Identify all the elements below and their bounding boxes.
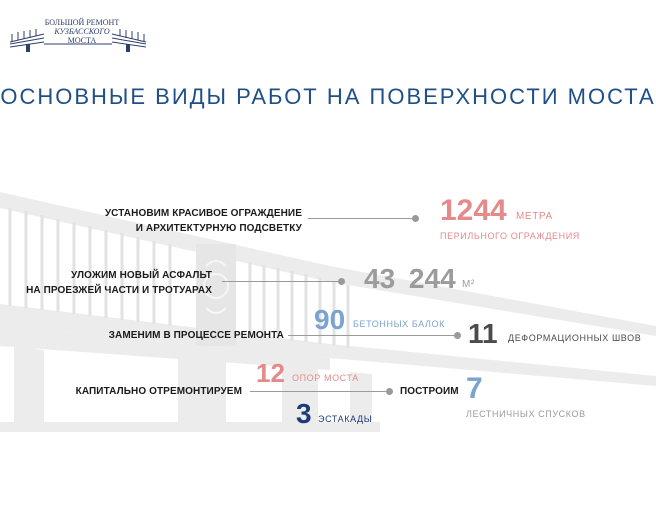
asphalt-value: 43 244 <box>364 263 456 294</box>
replace-label: ЗАМЕНИМ В ПРОЦЕССЕ РЕМОНТА <box>108 330 284 341</box>
bridge-logo <box>8 14 148 54</box>
connector-dot-repair <box>386 388 393 395</box>
piers-caption: ОПОР МОСТА <box>292 373 359 383</box>
connector-line-replace <box>288 335 458 336</box>
logo-line-2: КУЗБАССКОГО <box>54 27 110 36</box>
stairs-caption: ЛЕСТНИЧНЫХ СПУСКОВ <box>466 409 586 419</box>
connector-line-asphalt <box>222 281 342 282</box>
build-label: ПОСТРОИМ <box>400 386 459 397</box>
fence-unit: МЕТРА <box>516 211 553 222</box>
connector-line-repair <box>250 391 390 392</box>
beams-caption: БЕТОННЫХ БАЛОК <box>353 319 445 329</box>
overpass-caption: ЭСТАКАДЫ <box>318 414 373 424</box>
asphalt-unit: М² <box>462 279 475 290</box>
fence-label <box>105 206 302 236</box>
connector-dot-asphalt <box>338 278 345 285</box>
asphalt-label-line-1: УЛОЖИМ НОВЫЙ АСФАЛЬТ <box>71 270 212 281</box>
asphalt-label-line-2: НА ПРОЕЗЖЕЙ ЧАСТИ И ТРОТУАРАХ <box>26 285 212 296</box>
repair-label: КАПИТАЛЬНО ОТРЕМОНТИРУЕМ <box>75 386 242 397</box>
connector-dot-fence <box>412 215 419 222</box>
fence-caption: ПЕРИЛЬНОГО ОГРАЖДЕНИЯ <box>440 231 580 241</box>
stairs-value: 7 <box>466 372 483 405</box>
logo-text <box>44 18 120 45</box>
overpass-value: 3 <box>296 398 312 429</box>
logo-line-1: БОЛЬШОЙ РЕМОНТ <box>44 18 120 27</box>
asphalt-label <box>26 268 212 298</box>
fence-value: 1244 <box>440 194 507 227</box>
fence-label-line-1: УСТАНОВИМ КРАСИВОЕ ОГРАЖДЕНИЕ <box>104 208 302 219</box>
connector-dot-replace <box>454 332 461 339</box>
joints-value: 11 <box>468 318 498 349</box>
fence-label-line-2: И АРХИТЕКТУРНУЮ ПОДСВЕТКУ <box>135 223 302 234</box>
logo-line-3: МОСТА <box>67 36 97 45</box>
beams-value: 90 <box>314 304 346 335</box>
piers-value: 12 <box>256 358 285 388</box>
joints-caption: ДЕФОРМАЦИОННЫХ ШВОВ <box>508 333 642 343</box>
page-title: ОСНОВНЫЕ ВИДЫ РАБОТ НА ПОВЕРХНОСТИ МОСТА <box>0 84 656 109</box>
connector-line-fence <box>308 218 416 219</box>
